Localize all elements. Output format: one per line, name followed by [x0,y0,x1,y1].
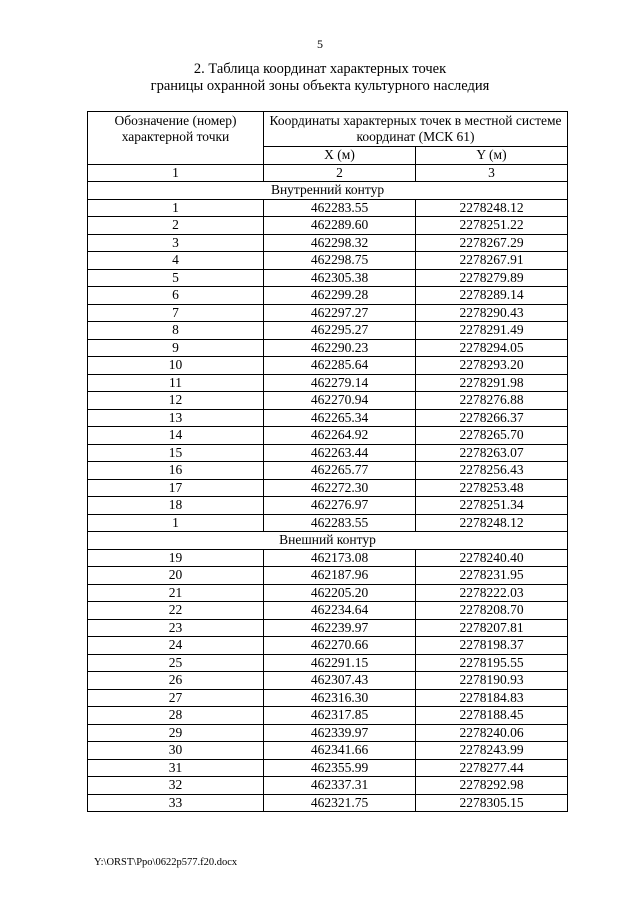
column-number-2: 2 [264,164,416,182]
x-coordinate-cell: 462283.55 [264,514,416,532]
table-row [88,497,568,515]
y-coordinate-cell: 2278276.88 [416,392,568,410]
y-coordinate-cell: 2278208.70 [416,602,568,620]
x-coordinate-cell: 462307.43 [264,672,416,690]
point-number-cell: 29 [88,724,264,742]
y-coordinate-cell: 2278267.29 [416,234,568,252]
y-coordinate-cell: 2278289.14 [416,287,568,305]
y-coordinate-cell: 2278198.37 [416,637,568,655]
table-row [88,427,568,445]
table-row [88,654,568,672]
y-coordinate-cell: 2278277.44 [416,759,568,777]
x-coordinate-cell: 462289.60 [264,217,416,235]
section-row [88,532,568,550]
table-row [88,707,568,725]
point-number-cell: 23 [88,619,264,637]
point-number-cell: 7 [88,304,264,322]
table-row [88,584,568,602]
y-coordinate-cell: 2278243.99 [416,742,568,760]
table-row [88,322,568,340]
point-number-cell: 5 [88,269,264,287]
y-coordinate-cell: 2278248.12 [416,514,568,532]
table-row [88,794,568,812]
table-row [88,217,568,235]
y-coordinate-cell: 2278266.37 [416,409,568,427]
point-number-cell: 3 [88,234,264,252]
point-number-cell: 13 [88,409,264,427]
table-row [88,514,568,532]
x-coordinate-cell: 462316.30 [264,689,416,707]
table-row [88,462,568,480]
point-number-cell: 14 [88,427,264,445]
point-number-cell: 24 [88,637,264,655]
y-coordinate-cell: 2278222.03 [416,584,568,602]
point-number-cell: 1 [88,514,264,532]
x-coordinate-cell: 462279.14 [264,374,416,392]
x-coordinate-cell: 462317.85 [264,707,416,725]
y-coordinate-cell: 2278294.05 [416,339,568,357]
x-coordinate-cell: 462234.64 [264,602,416,620]
x-coordinate-cell: 462291.15 [264,654,416,672]
table-row [88,637,568,655]
x-coordinate-cell: 462272.30 [264,479,416,497]
y-coordinate-cell: 2278190.93 [416,672,568,690]
table-row [88,549,568,567]
x-coordinate-cell: 462270.94 [264,392,416,410]
x-coordinate-cell: 462265.77 [264,462,416,480]
point-number-cell: 18 [88,497,264,515]
point-number-cell: 25 [88,654,264,672]
y-coordinate-cell: 2278248.12 [416,199,568,217]
point-number-cell: 4 [88,252,264,270]
x-coordinate-cell: 462341.66 [264,742,416,760]
point-number-cell: 26 [88,672,264,690]
x-coordinate-cell: 462239.97 [264,619,416,637]
point-number-cell: 30 [88,742,264,760]
table-row [88,479,568,497]
point-number-cell: 9 [88,339,264,357]
y-coordinate-cell: 2278291.49 [416,322,568,340]
table-row [88,409,568,427]
y-coordinate-cell: 2278279.89 [416,269,568,287]
table-row [88,339,568,357]
x-coordinate-cell: 462270.66 [264,637,416,655]
x-coordinate-cell: 462290.23 [264,339,416,357]
table-row [88,234,568,252]
y-coordinate-cell: 2278240.06 [416,724,568,742]
y-coordinate-cell: 2278195.55 [416,654,568,672]
y-coordinate-cell: 2278184.83 [416,689,568,707]
table-row [88,724,568,742]
section-row [88,182,568,200]
point-number-cell: 17 [88,479,264,497]
point-number-cell: 2 [88,217,264,235]
point-number-cell: 19 [88,549,264,567]
header-point-designation: Обозначение (номер) характерной точки [88,112,264,165]
point-number-cell: 10 [88,357,264,375]
x-coordinate-cell: 462285.64 [264,357,416,375]
table-row [88,304,568,322]
coordinates-table [87,111,568,812]
point-number-cell: 16 [88,462,264,480]
table-row [88,357,568,375]
point-number-cell: 21 [88,584,264,602]
table-row [88,392,568,410]
x-coordinate-cell: 462298.32 [264,234,416,252]
section-title: Внутренний контур [88,182,568,200]
y-coordinate-cell: 2278251.22 [416,217,568,235]
y-coordinate-cell: 2278263.07 [416,444,568,462]
point-number-cell: 27 [88,689,264,707]
point-number-cell: 28 [88,707,264,725]
table-row [88,252,568,270]
section-title: Внешний контур [88,532,568,550]
point-number-cell: 22 [88,602,264,620]
point-number-cell: 15 [88,444,264,462]
table-title-line-1: 2. Таблица координат характерных точек [193,61,447,77]
x-coordinate-cell: 462299.28 [264,287,416,305]
y-coordinate-cell: 2278292.98 [416,777,568,795]
x-coordinate-cell: 462298.75 [264,252,416,270]
table-title-line-2: границы охранной зоны объекта культурного наследия [150,78,490,94]
table-row [88,619,568,637]
x-coordinate-cell: 462265.34 [264,409,416,427]
file-path-footer: Y:\ORST\Ppo\0622p577.f20.docx [94,857,238,868]
y-coordinate-cell: 2278188.45 [416,707,568,725]
column-number-3: 3 [416,164,568,182]
y-coordinate-cell: 2278251.34 [416,497,568,515]
y-coordinate-cell: 2278231.95 [416,567,568,585]
y-coordinate-cell: 2278240.40 [416,549,568,567]
x-coordinate-cell: 462283.55 [264,199,416,217]
x-coordinate-cell: 462205.20 [264,584,416,602]
header-y: Y (м) [416,147,568,165]
table-row [88,759,568,777]
table-row [88,567,568,585]
x-coordinate-cell: 462295.27 [264,322,416,340]
x-coordinate-cell: 462173.08 [264,549,416,567]
point-number-cell: 6 [88,287,264,305]
table-row [88,444,568,462]
table-row [88,742,568,760]
table-title [0,61,640,95]
y-coordinate-cell: 2278256.43 [416,462,568,480]
y-coordinate-cell: 2278265.70 [416,427,568,445]
point-number-cell: 33 [88,794,264,812]
table-row [88,777,568,795]
y-coordinate-cell: 2278293.20 [416,357,568,375]
x-coordinate-cell: 462187.96 [264,567,416,585]
y-coordinate-cell: 2278305.15 [416,794,568,812]
x-coordinate-cell: 462297.27 [264,304,416,322]
table-row [88,689,568,707]
table-row [88,374,568,392]
header-x: X (м) [264,147,416,165]
point-number-cell: 20 [88,567,264,585]
page-number: 5 [317,37,323,51]
y-coordinate-cell: 2278207.81 [416,619,568,637]
point-number-cell: 31 [88,759,264,777]
table-row [88,199,568,217]
header-coordinates-group: Координаты характерных точек в местной системе координат (МСК 61) [264,112,568,147]
y-coordinate-cell: 2278290.43 [416,304,568,322]
point-number-cell: 12 [88,392,264,410]
y-coordinate-cell: 2278291.98 [416,374,568,392]
column-number-1: 1 [88,164,264,182]
x-coordinate-cell: 462264.92 [264,427,416,445]
y-coordinate-cell: 2278253.48 [416,479,568,497]
point-number-cell: 8 [88,322,264,340]
x-coordinate-cell: 462355.99 [264,759,416,777]
x-coordinate-cell: 462337.31 [264,777,416,795]
table-body [88,182,568,812]
point-number-cell: 32 [88,777,264,795]
x-coordinate-cell: 462339.97 [264,724,416,742]
x-coordinate-cell: 462263.44 [264,444,416,462]
x-coordinate-cell: 462276.97 [264,497,416,515]
x-coordinate-cell: 462305.38 [264,269,416,287]
x-coordinate-cell: 462321.75 [264,794,416,812]
table-row [88,602,568,620]
table-row [88,287,568,305]
table-row [88,672,568,690]
point-number-cell: 11 [88,374,264,392]
table-row [88,269,568,287]
y-coordinate-cell: 2278267.91 [416,252,568,270]
point-number-cell: 1 [88,199,264,217]
